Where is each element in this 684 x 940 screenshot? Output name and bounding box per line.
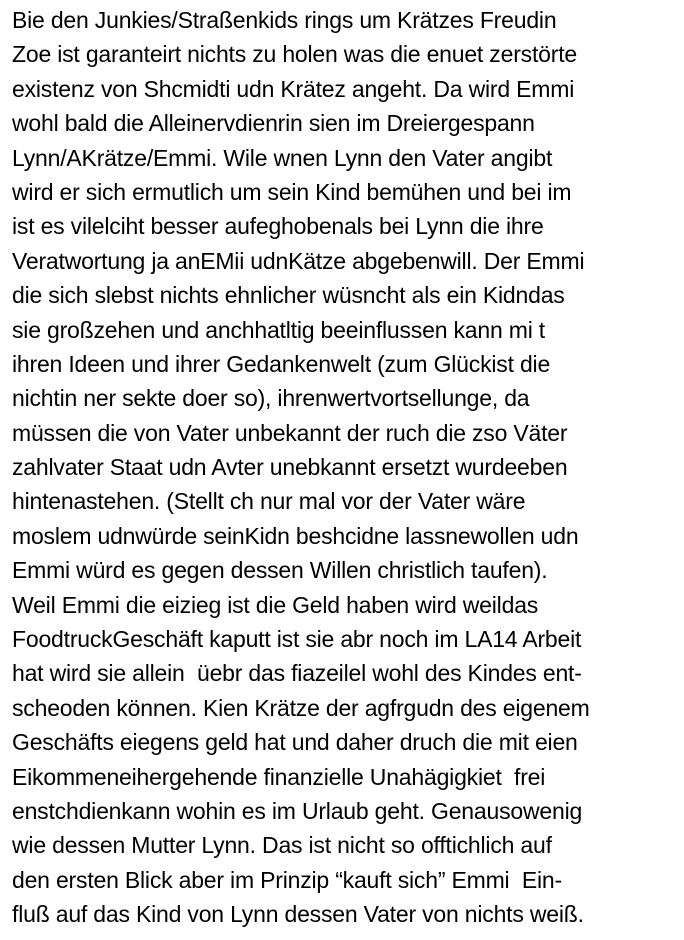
text-line: Weil Emmi die eizieg ist die Geld haben wird weildas (12, 591, 539, 618)
text-line: sie großzehen und anchhatltig beeinflussen kann mi t (12, 316, 545, 343)
text-line: existenz von Shcmidti udn Krätez angeht. Da wird Emmi (12, 75, 575, 102)
text-line: Zoe ist garanteirt nichts zu holen was die enuet zerstörte (12, 41, 577, 68)
text-line: enstchdienkann wohin es im Urlaub geht. Genausowenig (12, 797, 583, 824)
text-line: wird er sich ermutlich um sein Kind bemühen und bei im (12, 178, 572, 205)
text-line: den ersten Blick aber im Prinzip “kauft sich” Emmi Ein- (12, 866, 562, 893)
text-line: Eikommeneihergehende finanzielle Unahägigkiet frei (12, 763, 546, 790)
text-line: ist es vilelciht besser aufeghobenals bei Lynn die ihre (12, 213, 544, 240)
text-line: moslem udnwürde seinKidn beshcidne lassnewollen udn (12, 522, 579, 549)
text-line: scheoden können. Kien Krätze der agfrgudn des eigenem (12, 694, 590, 721)
text-line: die sich slebst nichts ehnlicher wüsncht als ein Kidndas (12, 282, 565, 309)
text-line: Bie den Junkies/Straßenkids rings um Krätzes Freudin (12, 7, 557, 33)
text-line: fluß auf das Kind von Lynn dessen Vater von nichts weiß. (12, 901, 584, 928)
text-line: wohl bald die Alleinervdienrin sien im Dreiergespann (12, 110, 535, 137)
text-line: Lynn/AKrätze/Emmi. Wile wnen Lynn den Vater angibt (12, 144, 553, 171)
body-text (12, 3, 682, 932)
text-line: Geschäfts eiegens geld hat und daher druch die mit eien (12, 729, 578, 756)
text-line: nichtin ner sekte doer so), ihrenwertvortsellunge, da (12, 385, 530, 412)
text-line: FoodtruckGeschäft kaputt ist sie abr noch im LA14 Arbeit (12, 626, 582, 653)
text-line: zahlvater Staat udn Avter unebkannt ersetzt wurdeeben (12, 454, 568, 481)
text-line: müssen die von Vater unbekannt der ruch die zso Väter (12, 419, 568, 446)
text-line: Emmi würd es gegen dessen Willen christlich taufen). (12, 557, 548, 584)
text-line: ihren Ideen und ihrer Gedankenwelt (zum Glückist die (12, 350, 551, 377)
text-line: wie dessen Mutter Lynn. Das ist nicht so offtichlich auf (12, 832, 552, 859)
text-line: Veratwortung ja anEMii udnKätze abgebenwill. Der Emmi (12, 247, 585, 274)
text-line: hintenastehen. (Stellt ch nur mal vor der Vater wäre (12, 488, 526, 515)
text-line: hat wird sie allein üebr das fiazeilel wohl des Kindes ent- (12, 660, 582, 687)
